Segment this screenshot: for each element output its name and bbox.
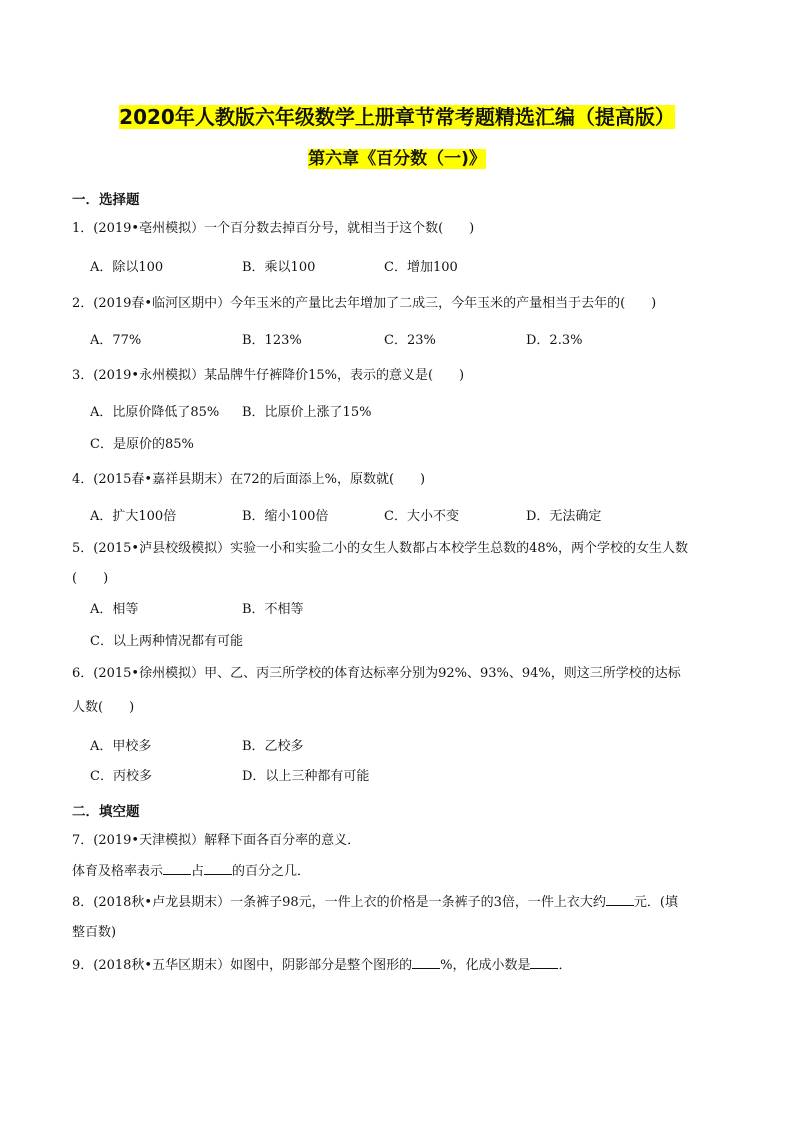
q4-option-d: D．无法确定: [526, 509, 602, 524]
q5-option-b: B．不相等: [242, 602, 304, 617]
q9-text-3: ．: [558, 958, 572, 973]
q2-option-d: D．2.3%: [526, 333, 583, 348]
q3-option-b: B．比原价上涨了15%: [242, 405, 372, 420]
question-7-stem: 7．(2019•天津模拟）解释下面各百分率的意义．: [72, 833, 361, 848]
answer-blank[interactable]: [163, 862, 191, 875]
q1-option-c: C．增加100: [384, 260, 458, 275]
q9-text-1: 9．(2018秋•五华区期末）如图中，阴影部分是整个图形的: [72, 958, 413, 973]
q7-text-1: 体育及格率表示: [72, 864, 164, 879]
question-2-stem: 2．(2019春•临河区期中）今年玉米的产量比去年增加了二成三，今年玉米的产量相当于去年的( ): [72, 296, 657, 311]
q7-text-3: 的百分之几．: [232, 864, 311, 879]
q6-option-d: D．以上三种都有可能: [242, 769, 370, 784]
answer-blank[interactable]: [204, 862, 232, 875]
question-8-stem: [72, 893, 732, 912]
section-heading-choice: 一．选择题: [72, 192, 140, 208]
q6-option-b: B．乙校多: [242, 739, 304, 754]
question-3-stem: 3．(2019•永州模拟）某品牌牛仔裤降价15%，表示的意义是( ): [72, 368, 465, 383]
q4-option-a: A．扩大100倍: [90, 509, 177, 524]
q1-option-b: B．乘以100: [242, 260, 316, 275]
q5-option-c: C．以上两种情况都有可能: [90, 634, 243, 649]
answer-blank[interactable]: [412, 956, 440, 969]
q4-option-c: C．大小不变: [384, 509, 459, 524]
q2-option-c: C．23%: [384, 333, 436, 348]
q2-option-a: A．77%: [90, 333, 142, 348]
q5-option-a: A．相等: [90, 602, 139, 617]
q8-text-1: 8．(2018秋•卢龙县期末）一条裤子98元，一件上衣的价格是一条裤子的3倍，一件上衣大约: [72, 895, 606, 910]
question-1-stem: 1．(2019•亳州模拟）一个百分数去掉百分号，就相当于这个数( ): [72, 221, 475, 236]
q9-text-2: %，化成小数是: [440, 958, 531, 973]
q4-option-b: B．缩小100倍: [242, 509, 329, 524]
question-6-stem-line2: 人数( ): [72, 700, 135, 715]
chapter-subtitle: 第六章《百分数（一)》: [308, 149, 486, 169]
q3-option-a: A．比原价降低了85%: [90, 405, 220, 420]
question-7-fill: [72, 862, 732, 881]
q6-option-a: A．甲校多: [90, 739, 152, 754]
page-title: 2020年人教版六年级数学上册章节常考题精选汇编（提高版）: [119, 105, 675, 129]
question-8-stem-line2: 整百数): [72, 925, 117, 940]
question-5-stem-line1: 5．(2015•泸县校级模拟）实验一小和实验二小的女生人数都占本校学生总数的48%，两个学校的女生人数: [72, 541, 688, 556]
q1-option-a: A．除以100: [90, 260, 164, 275]
q2-option-b: B．123%: [242, 333, 302, 348]
answer-blank[interactable]: [606, 893, 634, 906]
question-9-stem: [72, 956, 732, 975]
answer-blank[interactable]: [530, 956, 558, 969]
q8-text-2: 元．(填: [633, 895, 678, 910]
q3-option-c: C．是原价的85%: [90, 437, 194, 452]
question-6-stem-line1: 6．(2015•徐州模拟）甲、乙、丙三所学校的体育达标率分别为92%、93%、94%，则这三所学校的达标: [72, 666, 681, 681]
question-5-stem-line2: ( ): [72, 571, 109, 586]
section-heading-fill: 二．填空题: [72, 804, 140, 820]
question-4-stem: 4．(2015春•嘉祥县期末）在72的后面添上%，原数就( ): [72, 472, 426, 487]
q7-text-2: 占: [191, 864, 205, 879]
q6-option-c: C．丙校多: [90, 769, 152, 784]
